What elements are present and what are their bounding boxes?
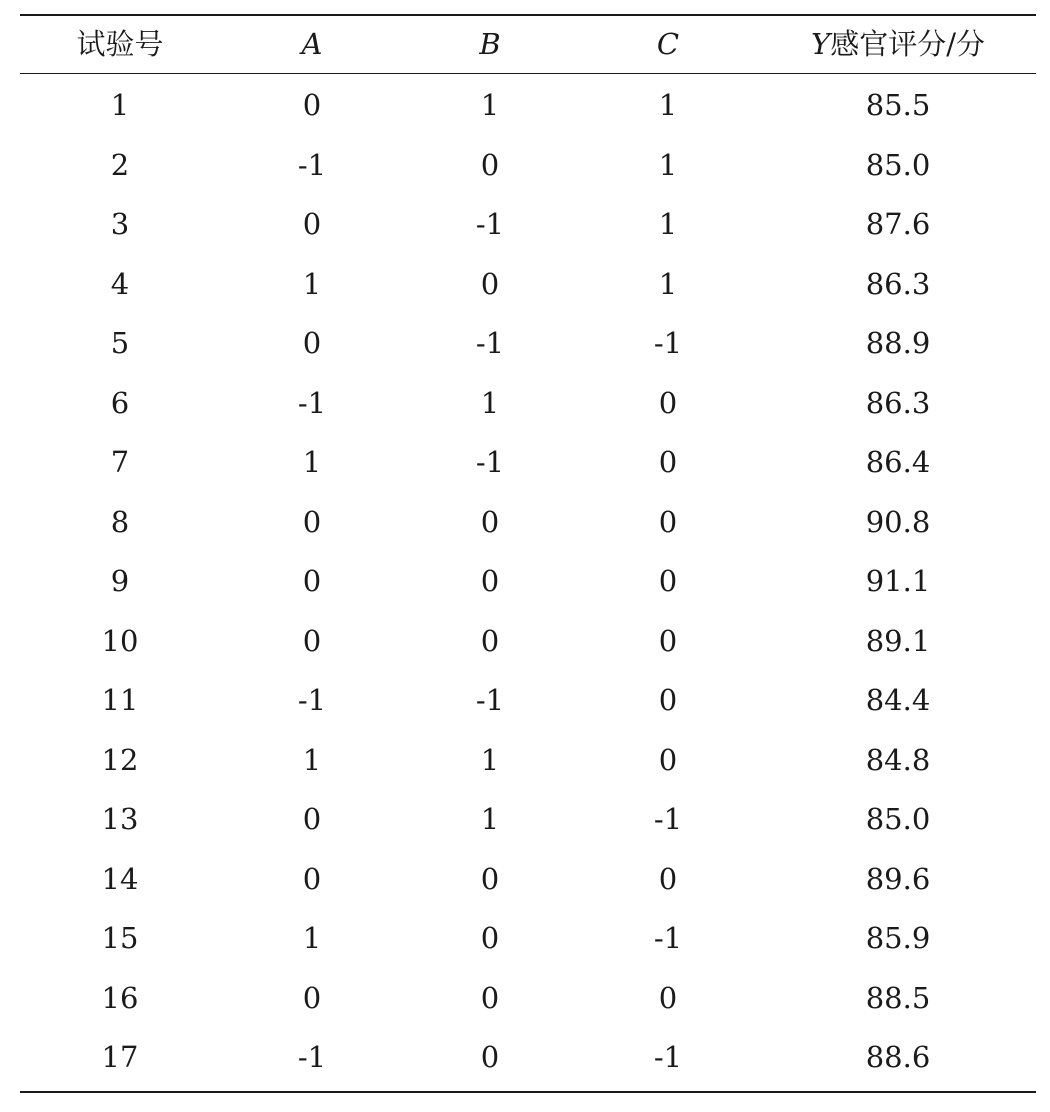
cell-sensory-score: 85.5 bbox=[865, 88, 931, 123]
table-row bbox=[20, 1028, 1036, 1088]
cell-sensory-score: 88.6 bbox=[865, 1040, 931, 1075]
cell-factor-c: -1 bbox=[653, 802, 683, 837]
cell-factor-b: 0 bbox=[480, 980, 500, 1015]
cell-factor-b: 1 bbox=[480, 88, 500, 123]
cell-factor-c: 0 bbox=[658, 683, 678, 718]
cell-sensory-score: 89.6 bbox=[865, 861, 931, 896]
cell-factor-b: 1 bbox=[480, 742, 500, 777]
cell-factor-c: 0 bbox=[658, 504, 678, 539]
cell-factor-a: 1 bbox=[302, 445, 322, 480]
cell-factor-a: 1 bbox=[302, 921, 322, 956]
cell-factor-a: 1 bbox=[302, 742, 322, 777]
cell-sensory-score: 91.1 bbox=[865, 564, 931, 599]
table-row bbox=[20, 731, 1036, 791]
table-row bbox=[20, 671, 1036, 731]
cell-trial-number: 12 bbox=[101, 742, 139, 777]
cell-sensory-score: 84.4 bbox=[865, 683, 931, 718]
cell-factor-b: 0 bbox=[480, 861, 500, 896]
cell-trial-number: 1 bbox=[110, 88, 130, 123]
cell-factor-b: 0 bbox=[480, 504, 500, 539]
cell-trial-number: 7 bbox=[110, 445, 130, 480]
cell-factor-a: 0 bbox=[302, 88, 322, 123]
cell-factor-b: 0 bbox=[480, 921, 500, 956]
cell-factor-b: -1 bbox=[475, 683, 505, 718]
header-sensory-score bbox=[760, 27, 1036, 61]
cell-trial-number: 10 bbox=[101, 623, 139, 658]
table-row bbox=[20, 76, 1036, 136]
cell-sensory-score: 88.5 bbox=[865, 980, 931, 1015]
cell-factor-b: -1 bbox=[475, 207, 505, 242]
cell-sensory-score: 85.0 bbox=[865, 802, 931, 837]
table-body bbox=[20, 74, 1036, 1091]
table-row bbox=[20, 255, 1036, 315]
cell-factor-a: 0 bbox=[302, 980, 322, 1015]
cell-factor-a: 1 bbox=[302, 266, 322, 301]
cell-factor-a: 0 bbox=[302, 564, 322, 599]
cell-factor-b: 0 bbox=[480, 564, 500, 599]
cell-factor-c: 0 bbox=[658, 742, 678, 777]
header-trial-number: 试验号 bbox=[76, 27, 164, 61]
table-row bbox=[20, 195, 1036, 255]
table-row bbox=[20, 136, 1036, 196]
cell-sensory-score: 86.3 bbox=[865, 385, 931, 420]
cell-factor-b: 1 bbox=[480, 802, 500, 837]
cell-factor-a: 0 bbox=[302, 207, 322, 242]
cell-trial-number: 4 bbox=[110, 266, 130, 301]
cell-factor-c: 0 bbox=[658, 980, 678, 1015]
cell-factor-b: -1 bbox=[475, 445, 505, 480]
table-row bbox=[20, 493, 1036, 553]
cell-factor-c: -1 bbox=[653, 1040, 683, 1075]
cell-factor-b: -1 bbox=[475, 326, 505, 361]
table-row bbox=[20, 374, 1036, 434]
table-row bbox=[20, 850, 1036, 910]
cell-trial-number: 15 bbox=[101, 921, 139, 956]
cell-factor-b: 0 bbox=[480, 1040, 500, 1075]
table-row bbox=[20, 433, 1036, 493]
cell-trial-number: 5 bbox=[110, 326, 130, 361]
cell-factor-a: 0 bbox=[302, 623, 322, 658]
cell-sensory-score: 89.1 bbox=[865, 623, 931, 658]
cell-factor-c: 0 bbox=[658, 564, 678, 599]
cell-trial-number: 9 bbox=[110, 564, 130, 599]
cell-trial-number: 6 bbox=[110, 385, 130, 420]
cell-sensory-score: 88.9 bbox=[865, 326, 931, 361]
header-y-symbol: Y bbox=[811, 27, 831, 61]
cell-factor-c: -1 bbox=[653, 921, 683, 956]
cell-factor-a: -1 bbox=[297, 1040, 327, 1075]
cell-sensory-score: 84.8 bbox=[865, 742, 931, 777]
cell-sensory-score: 86.4 bbox=[865, 445, 931, 480]
cell-trial-number: 8 bbox=[110, 504, 130, 539]
cell-factor-a: 0 bbox=[302, 326, 322, 361]
cell-sensory-score: 86.3 bbox=[865, 266, 931, 301]
cell-factor-a: 0 bbox=[302, 802, 322, 837]
cell-factor-b: 0 bbox=[480, 147, 500, 182]
header-factor-c: C bbox=[656, 27, 680, 61]
cell-sensory-score: 85.0 bbox=[865, 147, 931, 182]
cell-factor-c: 1 bbox=[658, 147, 678, 182]
table-row bbox=[20, 612, 1036, 672]
table-bottom-rule bbox=[20, 1091, 1036, 1093]
cell-trial-number: 11 bbox=[101, 683, 139, 718]
cell-factor-c: 0 bbox=[658, 861, 678, 896]
cell-factor-a: -1 bbox=[297, 147, 327, 182]
cell-trial-number: 2 bbox=[110, 147, 130, 182]
cell-sensory-score: 87.6 bbox=[865, 207, 931, 242]
cell-factor-b: 0 bbox=[480, 623, 500, 658]
header-y-label: 感官评分/分 bbox=[830, 27, 985, 61]
table-row bbox=[20, 909, 1036, 969]
cell-sensory-score: 90.8 bbox=[865, 504, 931, 539]
cell-factor-a: 0 bbox=[302, 861, 322, 896]
table-row bbox=[20, 314, 1036, 374]
cell-factor-c: 1 bbox=[658, 88, 678, 123]
table-header-row bbox=[20, 16, 1036, 73]
cell-factor-c: 0 bbox=[658, 623, 678, 658]
cell-trial-number: 13 bbox=[101, 802, 139, 837]
cell-factor-c: -1 bbox=[653, 326, 683, 361]
cell-factor-b: 1 bbox=[480, 385, 500, 420]
table-row bbox=[20, 552, 1036, 612]
cell-factor-c: 1 bbox=[658, 207, 678, 242]
header-factor-b: B bbox=[479, 27, 501, 61]
cell-factor-a: 0 bbox=[302, 504, 322, 539]
table-row bbox=[20, 790, 1036, 850]
cell-factor-c: 0 bbox=[658, 385, 678, 420]
cell-factor-c: 0 bbox=[658, 445, 678, 480]
cell-sensory-score: 85.9 bbox=[865, 921, 931, 956]
cell-factor-b: 0 bbox=[480, 266, 500, 301]
cell-trial-number: 14 bbox=[101, 861, 139, 896]
cell-trial-number: 3 bbox=[110, 207, 130, 242]
cell-factor-a: -1 bbox=[297, 683, 327, 718]
cell-factor-a: -1 bbox=[297, 385, 327, 420]
table-row bbox=[20, 969, 1036, 1029]
data-table bbox=[20, 14, 1036, 1093]
cell-trial-number: 17 bbox=[101, 1040, 139, 1075]
cell-trial-number: 16 bbox=[101, 980, 139, 1015]
cell-factor-c: 1 bbox=[658, 266, 678, 301]
header-factor-a: A bbox=[301, 27, 323, 61]
